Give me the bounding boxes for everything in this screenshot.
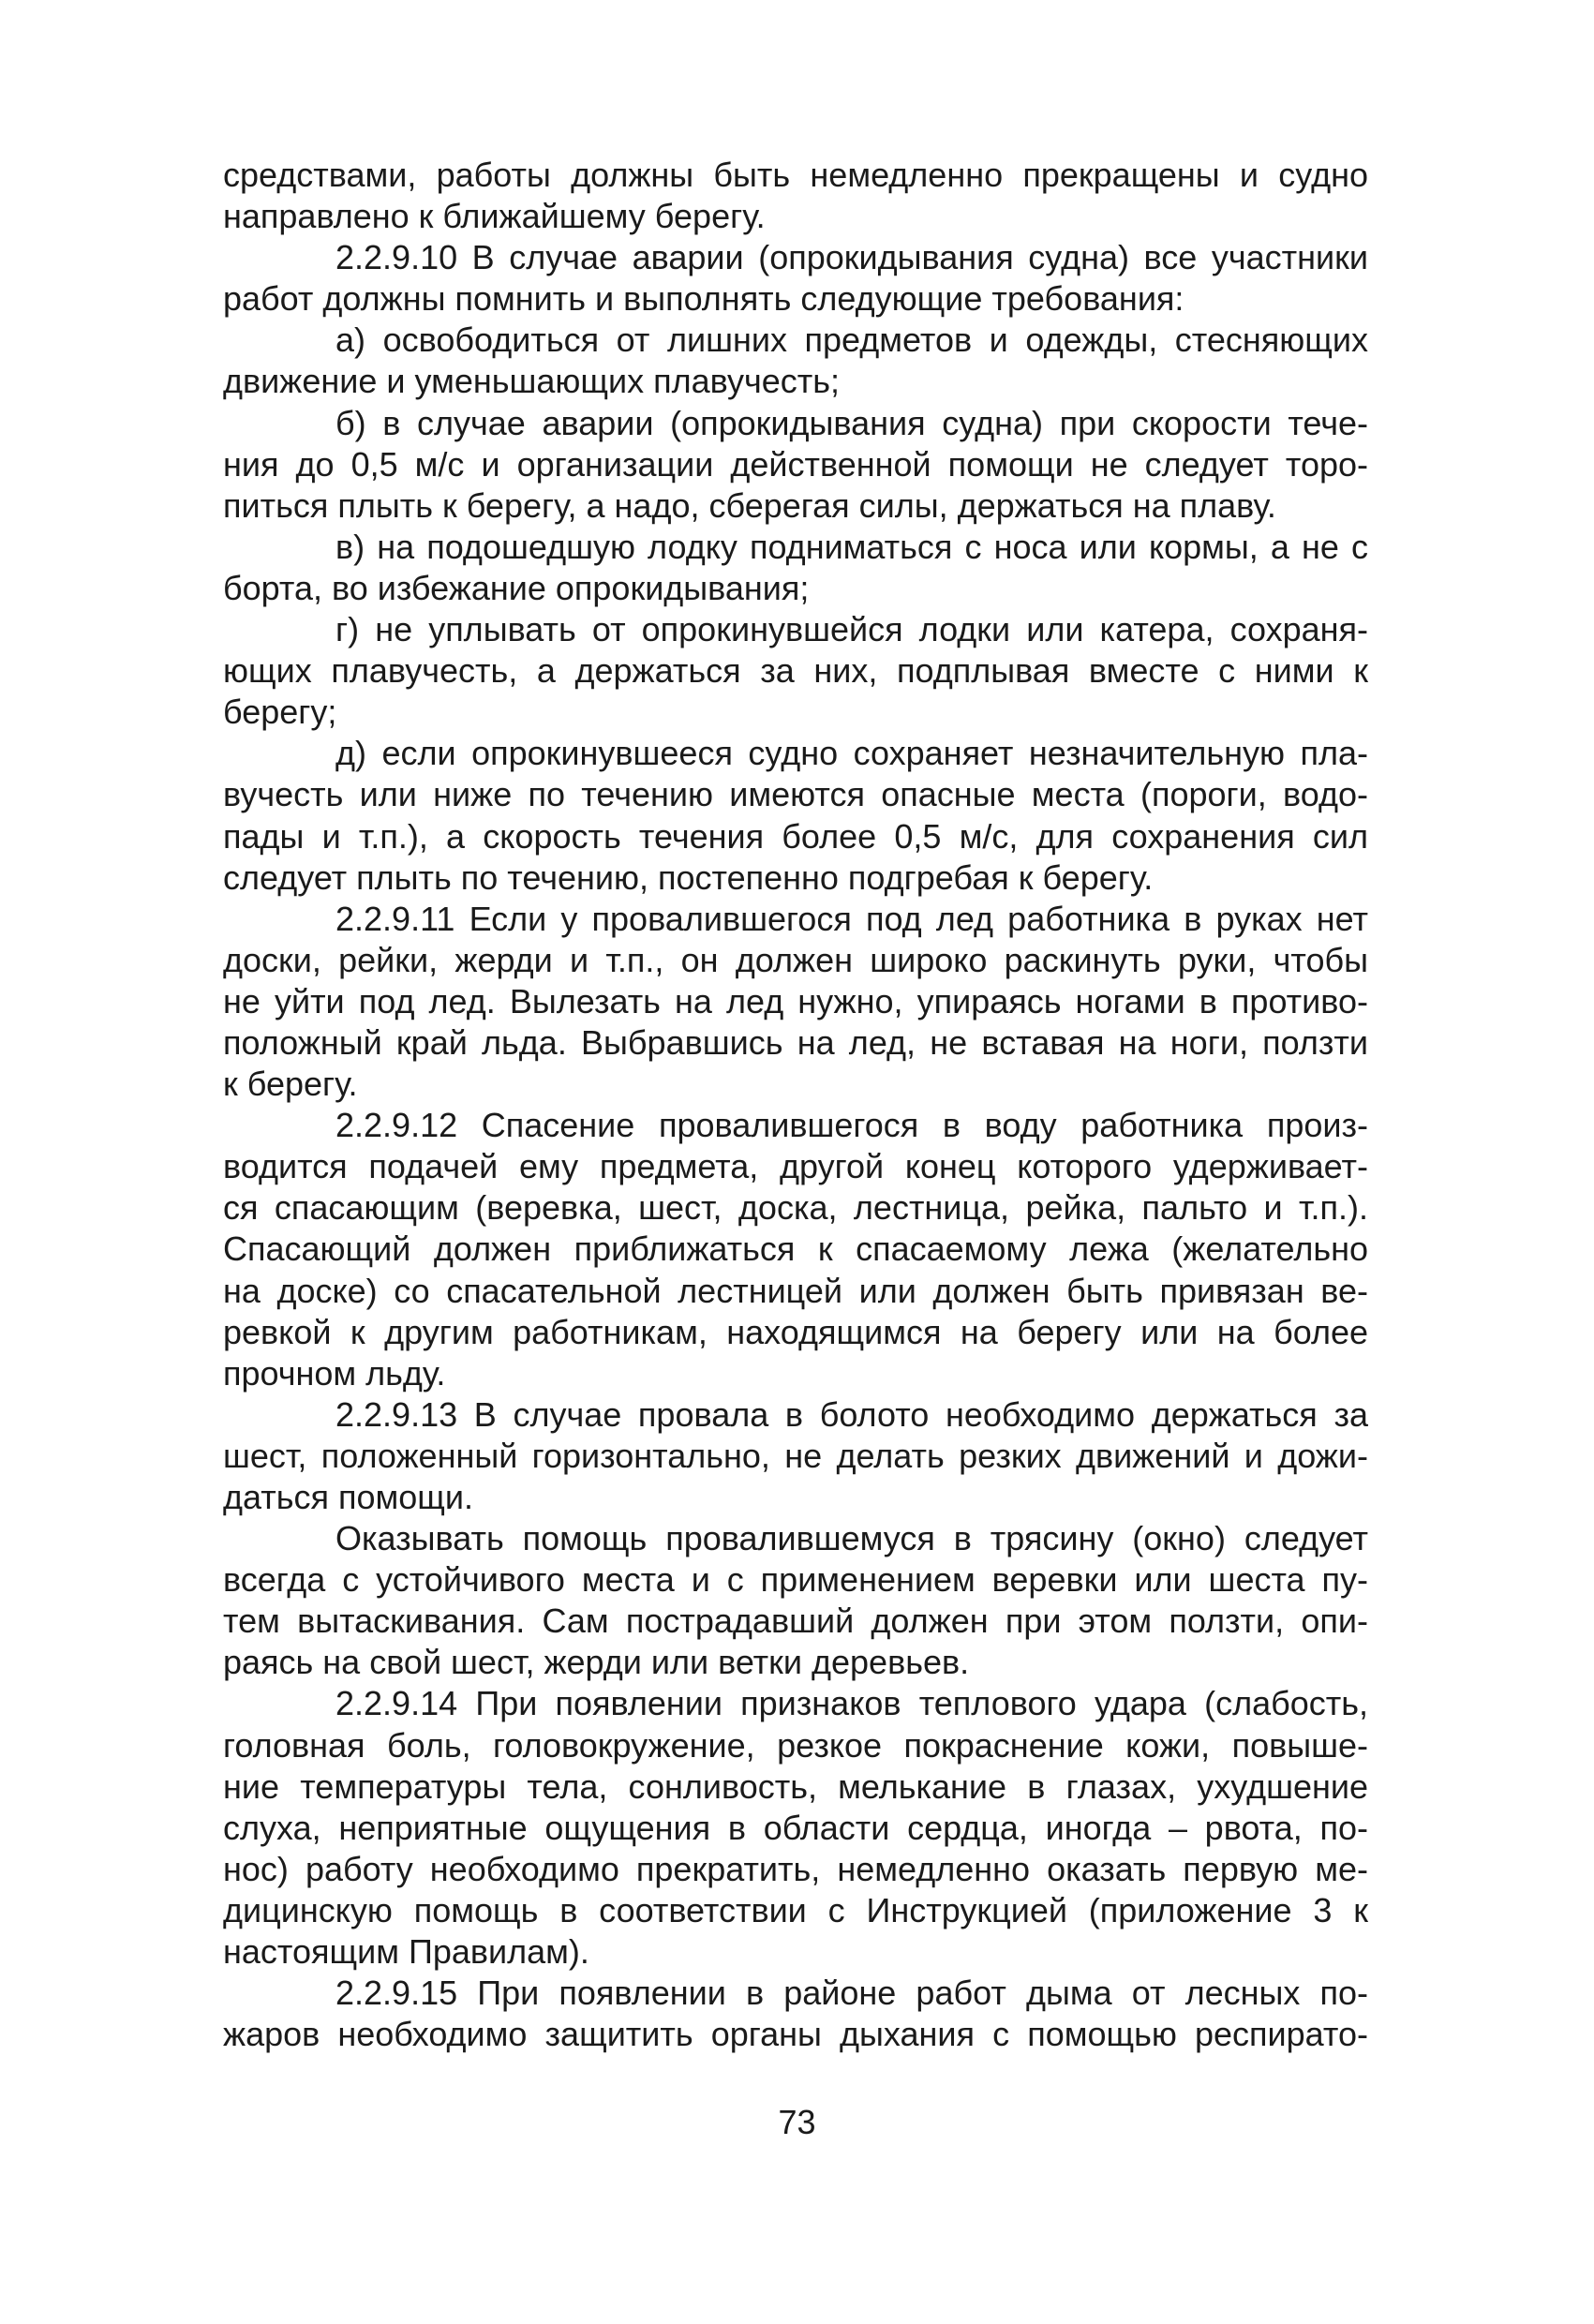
paragraph-first-line: д) если опрокинувшееся судно сохраняет незначительную пла- [335, 734, 1368, 773]
text-line: положный край льда. Выбравшись на лед, не вставая на ноги, ползти [223, 1022, 1368, 1062]
text-line: ревкой к другим работникам, находящимся на берегу или на более [223, 1312, 1368, 1351]
text-line: ющих плавучесть, а держаться за них, подплывая вместе с ними к [223, 651, 1368, 691]
text-line: дицинскую помощь в соответствии с Инструкцией (приложение 3 к [223, 1890, 1368, 1929]
text-line: ние температуры тела, сонливость, мелькание в глазах, ухудшение [223, 1766, 1368, 1806]
text-line: средствами, работы должны быть немедленно прекращены и судно [223, 156, 1368, 194]
text-line: берегу; [223, 693, 337, 732]
paragraph-first-line: 2.2.9.15 При появлении в районе работ дыма от лесных по- [335, 1974, 1368, 2013]
text-line: всегда с устойчивого места и с применением веревки или шеста пу- [223, 1560, 1368, 1600]
text-line: прочном льду. [223, 1353, 446, 1393]
text-line: движение и уменьшающих плавучесть; [223, 362, 840, 401]
text-line: головная боль, головокружение, резкое покраснение кожи, повыше- [223, 1725, 1368, 1765]
text-line: ния до 0,5 м/с и организации действенной помощи не следует торо- [223, 444, 1368, 484]
text-line: ся спасающим (веревка, шест, доска, лестница, рейка, пальто и т.п.). [223, 1188, 1368, 1228]
paragraph-first-line: в) на подошедшую лодку подниматься с носа или кормы, а не с [335, 527, 1368, 566]
text-line: Спасающий должен приближаться к спасаемому лежа (желательно [223, 1229, 1368, 1269]
text-line: даться помощи. [223, 1478, 473, 1516]
text-line: доски, рейки, жерди и т.п., он должен широко раскинуть руки, чтобы [223, 940, 1368, 979]
text-line: вучесть или ниже по течению имеются опасные места (пороги, водо- [223, 775, 1368, 814]
text-line: к берегу. [223, 1065, 358, 1104]
paragraph-first-line: б) в случае аварии (опрокидывания судна) при скорости тече- [335, 403, 1368, 442]
text-line: пады и т.п.), а скорость течения более 0,5 м/с, для сохранения сил [223, 816, 1368, 856]
text-line: борта, во избежание опрокидывания; [223, 568, 810, 607]
text-line: тем вытаскивания. Сам пострадавший должен при этом ползти, опи- [223, 1601, 1368, 1641]
page-body [223, 155, 1368, 2055]
text-line: на доске) со спасательной лестницей или должен быть привязан ве- [223, 1271, 1368, 1310]
text-line: работ должны помнить и выполнять следующие требования: [223, 279, 1184, 319]
paragraph-first-line: 2.2.9.14 При появлении признаков теплового удара (слабость, [335, 1684, 1368, 1723]
text-line: следует плыть по течению, постепенно подгребая к берегу. [223, 857, 1154, 897]
text-line: раясь на свой шест, жерди или ветки деревьев. [223, 1643, 970, 1682]
page-number: 73 [778, 2103, 816, 2141]
text-line: жаров необходимо защитить органы дыхания с помощью респирато- [223, 2015, 1368, 2054]
text-line: водится подачей ему предмета, другой конец которого удерживает- [223, 1147, 1368, 1186]
text-line: питься плыть к берегу, а надо, сберегая силы, держаться на плаву. [223, 485, 1276, 525]
text-line: не уйти под лед. Вылезать на лед нужно, упираясь ногами в противо- [223, 981, 1368, 1020]
paragraph-first-line: 2.2.9.13 В случае провала в болото необходимо держаться за [335, 1394, 1368, 1434]
paragraph-first-line: г) не уплывать от опрокинувшейся лодки или катера, сохраня- [335, 610, 1368, 649]
text-line: направлено к ближайшему берегу. [223, 197, 766, 236]
paragraph-first-line: 2.2.9.12 Спасение провалившегося в воду работника произ- [335, 1106, 1368, 1145]
paragraph-first-line: Оказывать помощь провалившемуся в трясину (окно) следует [335, 1519, 1368, 1558]
text-line: настоящим Правилам). [223, 1932, 589, 1972]
text-line: нос) работу необходимо прекратить, немедленно оказать первую ме- [223, 1849, 1368, 1888]
text-line: слуха, неприятные ощущения в области сердца, иногда – рвота, по- [223, 1808, 1368, 1847]
paragraph-first-line: 2.2.9.11 Если у провалившегося под лед работника в руках нет [335, 899, 1368, 938]
paragraph-first-line: 2.2.9.10 В случае аварии (опрокидывания судна) все участники [335, 238, 1368, 277]
paragraph-first-line: а) освободиться от лишних предметов и одежды, стесняющих [335, 320, 1368, 360]
text-line: шест, положенный горизонтально, не делать резких движений и дожи- [223, 1436, 1368, 1475]
